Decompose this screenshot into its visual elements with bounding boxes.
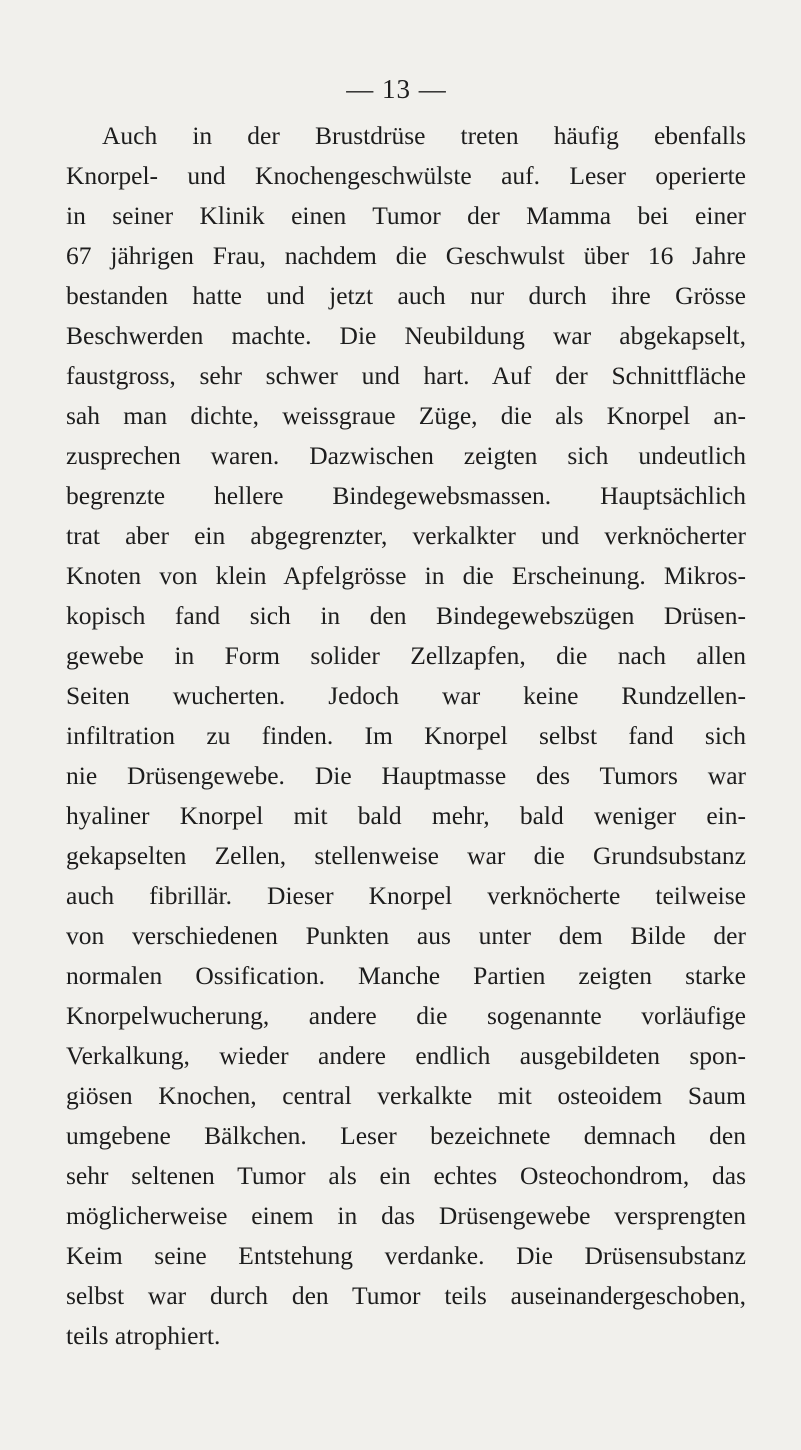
text-line: Knorpelwucherung, andere die sogenannte vorläufige bbox=[66, 1001, 746, 1030]
text-line: Verkalkung, wieder andere endlich ausgebildeten spon- bbox=[66, 1041, 746, 1070]
text-line: Knorpel- und Knochengeschwülste auf. Leser operierte bbox=[66, 161, 746, 190]
body-paragraph bbox=[66, 116, 746, 1356]
text-line: faustgross, sehr schwer und hart. Auf der Schnittfläche bbox=[66, 361, 746, 390]
text-line: von verschiedenen Punkten aus unter dem Bilde der bbox=[66, 921, 746, 950]
text-line: hyaliner Knorpel mit bald mehr, bald weniger ein- bbox=[66, 801, 746, 830]
text-line: gewebe in Form solider Zellzapfen, die nach allen bbox=[66, 641, 746, 670]
text-line: Seiten wucherten. Jedoch war keine Rundzellen- bbox=[66, 681, 746, 710]
text-line: Knoten von klein Apfelgrösse in die Erscheinung. Mikros- bbox=[66, 561, 746, 590]
text-line: teils atrophiert. bbox=[66, 1321, 221, 1350]
text-line: auch fibrillär. Dieser Knorpel verknöcherte teilweise bbox=[66, 881, 746, 910]
text-line: in seiner Klinik einen Tumor der Mamma bei einer bbox=[66, 201, 746, 230]
text-line: sehr seltenen Tumor als ein echtes Osteochondrom, das bbox=[66, 1161, 746, 1190]
text-line: infiltration zu finden. Im Knorpel selbst fand sich bbox=[66, 721, 746, 750]
text-line: gekapselten Zellen, stellenweise war die Grundsubstanz bbox=[66, 841, 746, 870]
page-number: — 13 — bbox=[346, 74, 447, 104]
text-line: giösen Knochen, central verkalkte mit osteoidem Saum bbox=[66, 1081, 746, 1110]
text-line: bestanden hatte und jetzt auch nur durch ihre Grösse bbox=[66, 281, 746, 310]
text-line: Auch in der Brustdrüse treten häufig ebenfalls bbox=[102, 121, 746, 150]
text-line: begrenzte hellere Bindegewebsmassen. Hauptsächlich bbox=[66, 481, 746, 510]
text-line: umgebene Bälkchen. Leser bezeichnete demnach den bbox=[66, 1121, 746, 1150]
text-line: Keim seine Entstehung verdanke. Die Drüsensubstanz bbox=[66, 1241, 746, 1270]
text-line: 67 jährigen Frau, nachdem die Geschwulst über 16 Jahre bbox=[66, 241, 746, 270]
text-line: trat aber ein abgegrenzter, verkalkter und verknöcherter bbox=[66, 521, 746, 550]
text-line: sah man dichte, weissgraue Züge, die als Knorpel an- bbox=[66, 401, 746, 430]
text-line: nie Drüsengewebe. Die Hauptmasse des Tumors war bbox=[66, 761, 746, 790]
text-line: normalen Ossification. Manche Partien zeigten starke bbox=[66, 961, 746, 990]
text-line: selbst war durch den Tumor teils auseinandergeschoben, bbox=[66, 1281, 746, 1310]
text-line: möglicherweise einem in das Drüsengewebe versprengten bbox=[66, 1201, 746, 1230]
text-line: kopisch fand sich in den Bindegewebszügen Drüsen- bbox=[66, 601, 746, 630]
text-line: zusprechen waren. Dazwischen zeigten sich undeutlich bbox=[66, 441, 746, 470]
text-line: Beschwerden machte. Die Neubildung war abgekapselt, bbox=[66, 321, 746, 350]
